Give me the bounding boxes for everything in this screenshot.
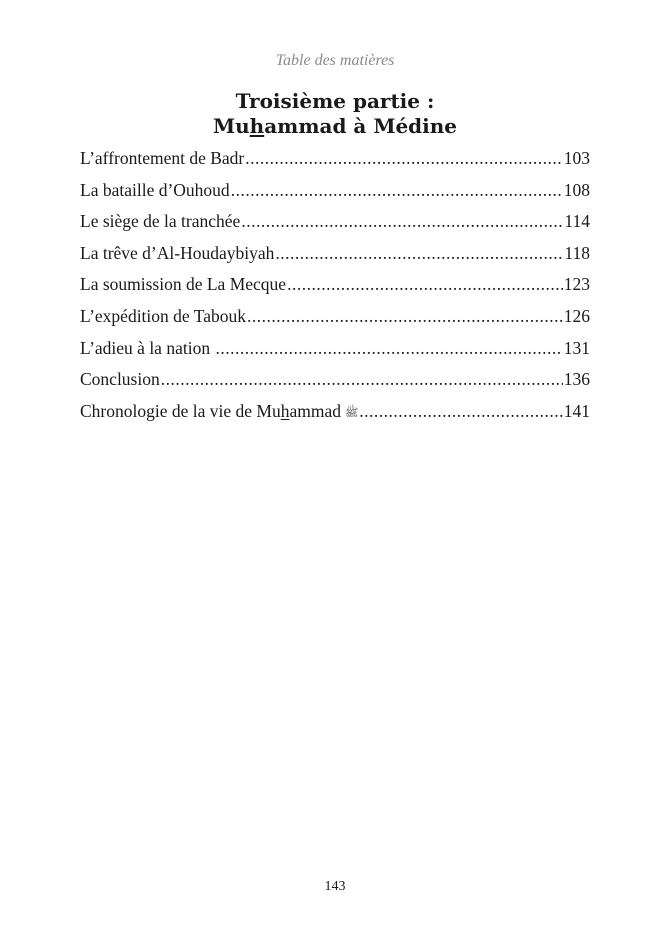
part-title-line-2: Muhammad à Médine bbox=[212, 114, 458, 138]
toc-entry-title: L’affrontement de Badr bbox=[80, 148, 245, 168]
page-number: 143 bbox=[324, 879, 346, 894]
toc-entry-chronologie[interactable] bbox=[80, 399, 590, 431]
toc-entry-page: 136 bbox=[563, 369, 590, 390]
toc-entry-badr[interactable] bbox=[80, 146, 590, 178]
dot-leader bbox=[161, 367, 563, 391]
toc-entry-page: 114 bbox=[564, 211, 590, 232]
toc-entry-page: 131 bbox=[563, 337, 590, 358]
toc-entry-tranchee[interactable] bbox=[80, 209, 590, 241]
part-title bbox=[0, 89, 670, 139]
toc-entry-title: La soumission de La Mecque bbox=[80, 274, 287, 295]
running-head: Table des matières bbox=[275, 52, 395, 69]
toc-entry-adieu[interactable] bbox=[80, 336, 590, 368]
toc-entry-page: 123 bbox=[563, 274, 590, 295]
toc-entry-title: L’adieu à la nation bbox=[80, 337, 215, 358]
toc-entry-conclusion[interactable] bbox=[80, 367, 590, 399]
toc-entry-title: L’expédition de Tabouk bbox=[80, 305, 246, 326]
toc-entry-title: Conclusion bbox=[80, 369, 160, 390]
dot-leader bbox=[287, 272, 563, 296]
dot-leader bbox=[359, 399, 562, 423]
toc-entry-la-mecque[interactable] bbox=[80, 272, 590, 304]
toc-entry-houdaybiyah[interactable] bbox=[80, 241, 590, 273]
toc-entry-title: Le siège de la tranchée bbox=[80, 211, 241, 232]
dot-leader bbox=[241, 209, 563, 233]
toc-entry-title: La bataille d’Ouhoud bbox=[80, 179, 230, 200]
dot-leader bbox=[247, 304, 563, 328]
toc-entry-title: La trêve d’Al-Houdaybiyah bbox=[80, 242, 275, 263]
toc-entry-page: 108 bbox=[563, 179, 590, 200]
table-of-contents bbox=[80, 146, 590, 430]
salawat-honorific-icon: ﷺ bbox=[345, 406, 359, 419]
toc-entry-page: 103 bbox=[563, 148, 590, 168]
toc-entry-page: 126 bbox=[563, 305, 590, 326]
toc-entry-ouhoud[interactable] bbox=[80, 178, 590, 210]
toc-entry-tabouk[interactable] bbox=[80, 304, 590, 336]
dot-leader bbox=[275, 241, 563, 265]
dot-leader bbox=[215, 336, 562, 360]
dot-leader bbox=[245, 146, 562, 170]
dot-leader bbox=[231, 178, 563, 202]
toc-entry-title: Chronologie de la vie de Muhammad ﷺ bbox=[80, 399, 358, 425]
toc-entry-page: 118 bbox=[564, 242, 590, 263]
part-title-line-1: Troisième partie : bbox=[235, 89, 435, 113]
toc-entry-page: 141 bbox=[563, 400, 590, 421]
